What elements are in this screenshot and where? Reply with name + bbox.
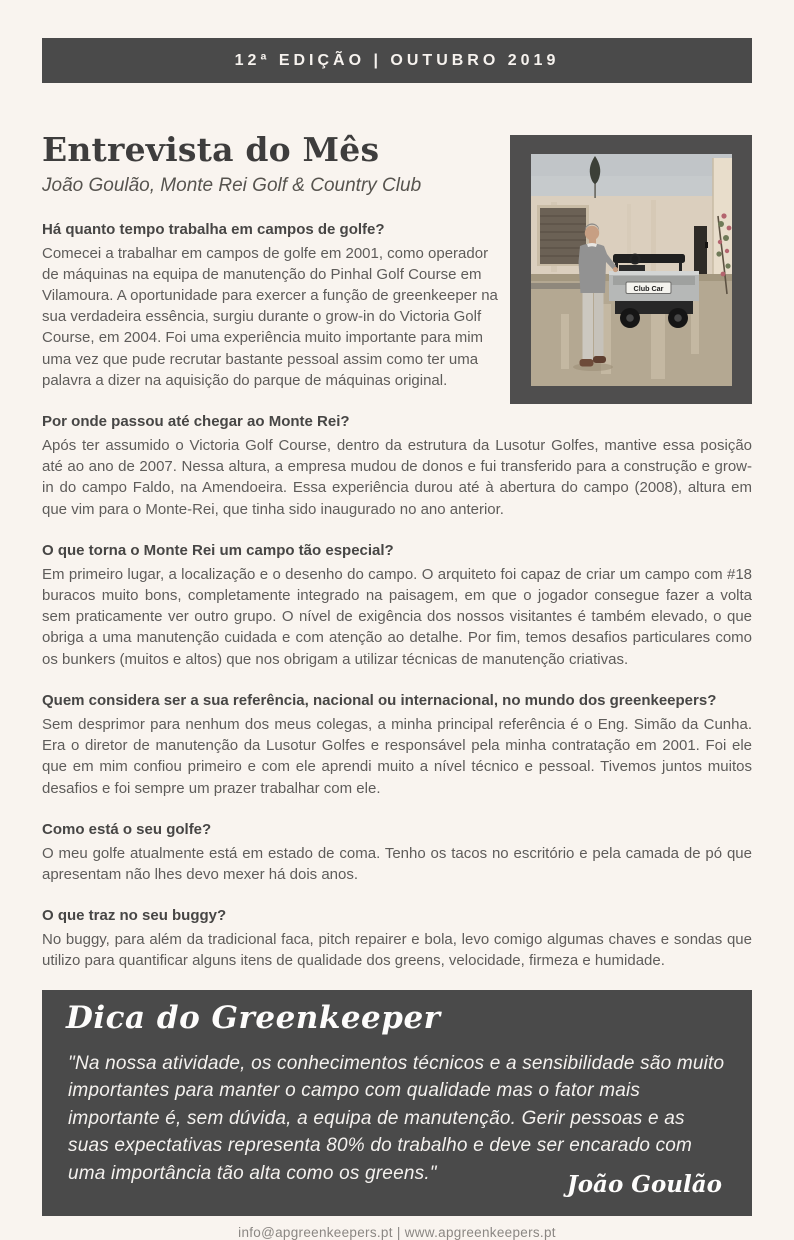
interviewee-photo-illustration <box>531 154 732 386</box>
qa-section-6 <box>42 906 752 971</box>
question-6: O que traz no seu buggy? <box>42 907 227 925</box>
answer-2: Após ter assumido o Victoria Golf Course, dentro da estrutura da Lusotur Golfes, mantive essa posição até ao ano de 2007. Nessa altura, a empresa mudou de donos e fui transferido para a construção e grow-in do campo Faldo, na Amendoeira. Essa experiência durou até à abertura do campo (2008), altura em que vim para o Monte-Rei, que tinha sido inaugurado no ano anterior. <box>42 437 752 518</box>
qa-section-2 <box>42 412 752 520</box>
footer-contact: info@apgreenkeepers.pt | www.apgreenkeepers.pt <box>238 1225 556 1240</box>
question-1: Há quanto tempo trabalha em campos de golfe? <box>42 220 385 238</box>
edition-banner-text: 12ª EDIÇÃO | OUTUBRO 2019 <box>234 52 560 69</box>
tip-title: Dica do Greenkeeper <box>66 999 441 1036</box>
qa-section-5 <box>42 820 752 885</box>
qa-section-3 <box>42 541 752 670</box>
tip-quote: "Na nossa atividade, os conhecimentos técnicos e a sensibilidade são muito importantes para manter o campo com qualidade mas o fator mais importante é, sem dúvida, a equipa de manutenção. Gerir pessoas e as suas expectativas representa 80% do trabalho e deve ser encarado com uma importância tão alta como os greens." <box>68 1052 725 1184</box>
answer-6: No buggy, para além da tradicional faca, pitch repairer e bola, levo comigo algumas chaves e sondas que utilizo para quantificar alguns itens de qualidade dos greens, velocidade, firmeza e humidade. <box>42 931 752 970</box>
answer-1: Comecei a trabalhar em campos de golfe em 2001, como operador de máquinas na equipa de manutenção do Pinhal Golf Course em Vilamoura. A oportunidade para exercer a função de greenkeeper na sua verdadeira essência, surgiu durante o grow-in do Victoria Golf Course, em 2004. Foi uma experiência muito importante para mim uma vez que pude recrutar bastante pessoal assim como ter uma palavra a dizer na aquisição do parque de máquinas original. <box>42 244 498 389</box>
greenkeeper-tip-box <box>42 990 752 1217</box>
edition-banner <box>42 38 752 83</box>
article <box>0 83 794 972</box>
cart-label: Club Car <box>633 284 664 293</box>
interviewee-photo <box>510 135 752 404</box>
question-2: Por onde passou até chegar ao Monte Rei? <box>42 413 350 431</box>
question-4: Quem considera ser a sua referência, nacional ou internacional, no mundo dos greenkeepers? <box>42 691 717 709</box>
answer-4: Sem desprimor para nenhum dos meus colegas, a minha principal referência é o Eng. Simão da Cunha. Era o diretor de manutenção da Lusotur Golfes e responsável pela minha contratação em 2001. Foi ele que em mim confiou primeiro e com ele aprendi muito a nível técnico e pessoal. Tivemos juntos muitos desafios e foi sempre um prazer trabalhar com ele. <box>42 715 752 797</box>
answer-3: Em primeiro lugar, a localização e o desenho do campo. O arquiteto foi capaz de criar um campo com #18 buracos muito bons, completamente integrado na paisagem, em que o jogador consegue fazer a volta sem praticamente ver outro grupo. O nível de exigência dos nossos visitantes é também elevado, o que obriga a uma manutenção cuidada e com atenção ao detalhe. Por fim, temos desafios particulares como os bunkers (muitos e altos) que nos obrigam a utilizar técnicas de manutenção criativas. <box>42 565 752 668</box>
page-subtitle: João Goulão, Monte Rei Golf & Country Club <box>42 174 422 196</box>
question-3: O que torna o Monte Rei um campo tão especial? <box>42 541 394 559</box>
answer-5: O meu golfe atualmente está em estado de coma. Tenho os tacos no escritório e pela camada de pó que apresentam não lhes devo mexer há dois anos. <box>42 844 752 883</box>
question-5: Como está o seu golfe? <box>42 820 212 838</box>
tip-signature: João Goulão <box>566 1171 722 1199</box>
page-title: Entrevista do Mês <box>42 130 380 169</box>
qa-section-4 <box>42 691 752 799</box>
